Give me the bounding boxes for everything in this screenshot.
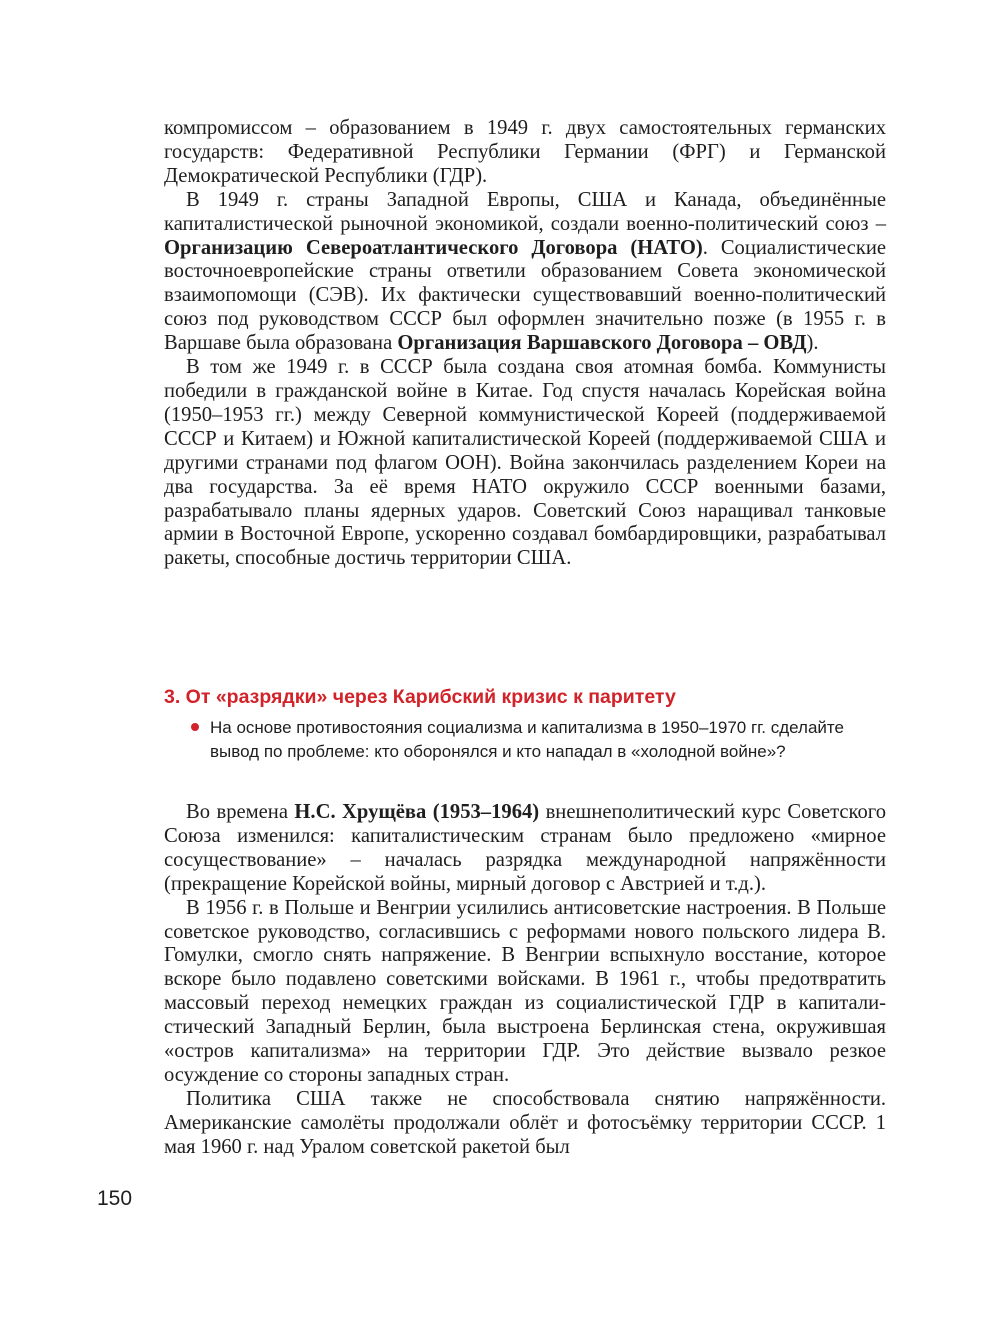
term-nato: Организацию Североатлантического Договора (НАТО)	[164, 236, 703, 259]
term-khrushchev: Н.С. Хрущёва (1953–1964)	[294, 801, 540, 823]
term-ovd: Организация Варшавского Договора – ОВД	[397, 332, 807, 355]
paragraph-usa-policy: Политика США также не способствовала снятию напряжённости. Американские самолёты продолжали облёт и фотосъёмку территории СССР. 1 мая 1960 г. над Уралом советской ракетой был	[164, 1087, 886, 1158]
paragraph-poland-hungary: В 1956 г. в Польше и Венгрии усилились антисоветские настроения. В Польше советское руководство, согласившись с реформами нового польского лидера В. Гомулки, смогло снять напряжение. В Венгрии вспыхнуло восстание, которое вскоре было подавлено советскими войсками. В 1961 г., чтобы предотвратить массовый переход немецких граждан из социалистической ГДР в капиталистический Западный Берлин, была выстроена Берлинская стена, окружившая «остров капитализма» на территории ГДР. Это действие вызвало резкое осуждение со стороны западных стран.	[164, 896, 886, 1086]
task-question: На основе противостояния социализма и капитализма в 1950–1970 гг. сделайте вывод по проблеме: кто оборонялся и кто нападал в «холодной войне»?	[210, 716, 890, 763]
paragraph: компромиссом – образованием в 1949 г. двух самостоятельных германских государств: Федеративной Республики Германии (ФРГ) и Германской Демократической Республики (ГДР).	[164, 117, 886, 187]
page-number: 150	[97, 1187, 133, 1210]
paragraph-korean-war: В том же 1949 г. в СССР была создана своя атомная бомба. Коммунисты победили в гражданской войне в Китае. Год спустя началась Корейская война (1950–1953 гг.) между Северной коммунистической Кореей (поддерживаемой СССР и Китаем) и Южной капиталистической Кореей (поддерживаемой США и другими странами под флагом ООН). Война закончилась разделением Кореи на два государства. За её время НАТО окружило СССР военными базами, разрабатывало планы ядерных ударов. Советский Союз наращивал танковые армии в Восточной Европе, ускоренно создавал бомбардировщики, разрабатывал ракеты, способные достичь территории США.	[164, 356, 886, 570]
section-heading: 3. От «разрядки» через Карибский кризис к паритету	[164, 686, 676, 708]
paragraph-khrushchev: Во времена Н.С. Хрущёва (1953–1964) внешнеполитический курс Советского Союза изменился: капиталистическим странам было предложено «мирное сосуществование» – началась разрядка международной напряжённости (прекращение Корейской войны, мирный договор с Австрией и т.д.).	[164, 801, 887, 895]
bullet-icon	[191, 723, 199, 731]
top-text-block	[164, 117, 886, 571]
bottom-text-block	[164, 801, 886, 1160]
paragraph-nato: В 1949 г. страны Западной Европы, США и Канада, объединённые капиталистической рыночной экономикой, создали военно-политический союз – Организацию Североатлантического Договора (НАТО). Социалистические восточноевропейские страны ответили образованием Совета экономической взаимопомощи (СЭВ). Их фактически существовавший военно-политический союз под руководством СССР был оформлен значительно позже (в 1955 г. в Варшаве была образована Организация Варшавского Договора – ОВД).	[164, 188, 886, 355]
